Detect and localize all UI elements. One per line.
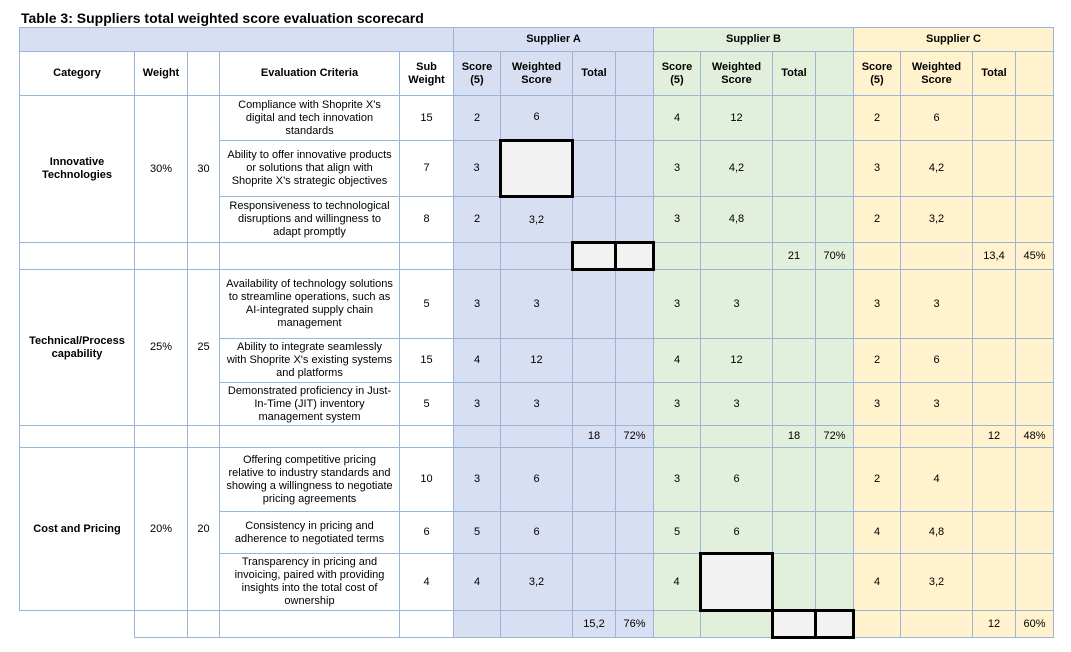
b-weighted-cell (701, 554, 773, 611)
a-pct-cell (616, 197, 654, 243)
a-score-cell: 2 (454, 197, 501, 243)
a-pct-cell (616, 270, 654, 339)
totals-spacer (901, 243, 973, 270)
totals-row (20, 426, 1054, 448)
a-total-cell (573, 96, 616, 141)
totals-spacer (854, 426, 901, 448)
c-pct-cell (1016, 383, 1054, 426)
a-pct-cell (616, 141, 654, 197)
a-score-cell: 5 (454, 512, 501, 554)
totals-spacer (501, 426, 573, 448)
weight-points-header (188, 52, 220, 96)
a-pct-header (616, 52, 654, 96)
b-score-cell: 3 (654, 197, 701, 243)
sub-weight-cell: 4 (400, 554, 454, 611)
a-total-cell (573, 512, 616, 554)
c-score-cell: 3 (854, 383, 901, 426)
b-weighted-cell: 4,8 (701, 197, 773, 243)
sub-weight-cell: 7 (400, 141, 454, 197)
a-weighted-cell: 6 (501, 96, 573, 141)
criteria-row (20, 270, 1054, 339)
c-weighted-cell: 3,2 (901, 197, 973, 243)
totals-spacer (220, 243, 400, 270)
header-spacer (20, 28, 454, 52)
criteria-text: Consistency in pricing and adherence to negotiated terms (220, 512, 400, 554)
criteria-row (20, 448, 1054, 512)
c-score-header: Score (5) (854, 52, 901, 96)
weight-cell: 25% (135, 270, 188, 426)
c-section-percent: 60% (1016, 611, 1054, 638)
c-weighted-cell: 4,2 (901, 141, 973, 197)
b-total-cell (773, 270, 816, 339)
a-weighted-cell: 6 (501, 448, 573, 512)
a-total-cell (573, 554, 616, 611)
a-pct-cell (616, 554, 654, 611)
weight-cell: 30% (135, 96, 188, 243)
c-weighted-cell: 3,2 (901, 554, 973, 611)
totals-spacer (20, 426, 135, 448)
c-pct-cell (1016, 141, 1054, 197)
c-score-cell: 3 (854, 141, 901, 197)
c-pct-cell (1016, 270, 1054, 339)
c-total-cell (973, 141, 1016, 197)
b-pct-cell (816, 383, 854, 426)
criteria-row (20, 96, 1054, 141)
c-pct-header (1016, 52, 1054, 96)
b-total-cell (773, 197, 816, 243)
b-score-cell: 3 (654, 383, 701, 426)
a-total-cell (573, 339, 616, 383)
totals-spacer (400, 243, 454, 270)
sub-weight-cell: 15 (400, 339, 454, 383)
totals-spacer (701, 426, 773, 448)
supplier-a-header: Supplier A (454, 28, 654, 52)
b-weighted-cell: 3 (701, 270, 773, 339)
totals-spacer (854, 611, 901, 638)
c-total-cell (973, 512, 1016, 554)
c-section-total: 12 (973, 611, 1016, 638)
b-score-cell: 4 (654, 339, 701, 383)
totals-spacer (454, 243, 501, 270)
a-total-cell (573, 141, 616, 197)
c-weighted-cell: 3 (901, 270, 973, 339)
b-score-cell: 4 (654, 96, 701, 141)
c-total-cell (973, 197, 1016, 243)
totals-spacer (454, 426, 501, 448)
b-pct-cell (816, 197, 854, 243)
category-cell: Technical/Process capability (20, 270, 135, 426)
c-pct-cell (1016, 448, 1054, 512)
totals-spacer (901, 611, 973, 638)
b-section-total (773, 611, 816, 638)
totals-spacer (701, 611, 773, 638)
a-score-cell: 4 (454, 339, 501, 383)
b-total-cell (773, 141, 816, 197)
c-weighted-cell: 6 (901, 339, 973, 383)
totals-spacer (501, 611, 573, 638)
c-score-cell: 2 (854, 448, 901, 512)
b-pct-cell (816, 141, 854, 197)
criteria-text: Transparency in pricing and invoicing, paired with providing insights into the total cost of ownership (220, 554, 400, 611)
a-total-cell (573, 383, 616, 426)
supplier-c-header: Supplier C (854, 28, 1054, 52)
b-section-percent: 72% (816, 426, 854, 448)
b-pct-cell (816, 270, 854, 339)
c-total-header: Total (973, 52, 1016, 96)
category-cell: Cost and Pricing (20, 448, 135, 611)
b-score-cell: 4 (654, 554, 701, 611)
totals-row (20, 243, 1054, 270)
totals-spacer (400, 426, 454, 448)
a-score-cell: 3 (454, 448, 501, 512)
c-weighted-cell: 4,8 (901, 512, 973, 554)
c-section-percent: 45% (1016, 243, 1054, 270)
sub-weight-cell: 5 (400, 383, 454, 426)
weight-points-cell: 25 (188, 270, 220, 426)
totals-spacer (501, 243, 573, 270)
b-weighted-header: Weighted Score (701, 52, 773, 96)
table-title: Table 3: Suppliers total weighted score evaluation scorecard (21, 10, 424, 26)
a-score-cell: 4 (454, 554, 501, 611)
b-section-total: 21 (773, 243, 816, 270)
b-weighted-cell: 4,2 (701, 141, 773, 197)
b-weighted-cell: 12 (701, 96, 773, 141)
b-weighted-cell: 6 (701, 448, 773, 512)
criteria-text: Compliance with Shoprite X's digital and tech innovation standards (220, 96, 400, 141)
totals-spacer (654, 243, 701, 270)
b-total-cell (773, 512, 816, 554)
c-section-percent: 48% (1016, 426, 1054, 448)
b-pct-cell (816, 512, 854, 554)
a-section-total: 18 (573, 426, 616, 448)
supplier-b-header: Supplier B (654, 28, 854, 52)
category-cell: Innovative Technologies (20, 96, 135, 243)
a-pct-cell (616, 448, 654, 512)
b-pct-header (816, 52, 854, 96)
c-score-cell: 2 (854, 96, 901, 141)
totals-spacer (654, 611, 701, 638)
b-pct-cell (816, 96, 854, 141)
totals-spacer (135, 611, 188, 638)
criteria-text: Demonstrated proficiency in Just-In-Time (JIT) inventory management system (220, 383, 400, 426)
c-weighted-cell: 4 (901, 448, 973, 512)
b-section-total: 18 (773, 426, 816, 448)
totals-spacer (188, 426, 220, 448)
totals-spacer (20, 243, 135, 270)
c-score-cell: 2 (854, 339, 901, 383)
a-weighted-cell: 3 (501, 383, 573, 426)
b-weighted-cell: 6 (701, 512, 773, 554)
criteria-text: Ability to offer innovative products or solutions that align with Shoprite X's strategic objectives (220, 141, 400, 197)
c-total-cell (973, 448, 1016, 512)
sub-weight-cell: 8 (400, 197, 454, 243)
sub-weight-cell: 5 (400, 270, 454, 339)
totals-spacer (188, 243, 220, 270)
category-header: Category (20, 52, 135, 96)
totals-spacer (135, 243, 188, 270)
a-weighted-cell: 3,2 (501, 197, 573, 243)
c-score-cell: 2 (854, 197, 901, 243)
a-weighted-header: Weighted Score (501, 52, 573, 96)
sub-weight-header: Sub Weight (400, 52, 454, 96)
a-score-header: Score (5) (454, 52, 501, 96)
a-total-header: Total (573, 52, 616, 96)
b-total-cell (773, 339, 816, 383)
b-score-cell: 3 (654, 270, 701, 339)
b-section-percent (816, 611, 854, 638)
b-score-header: Score (5) (654, 52, 701, 96)
criteria-text: Responsiveness to technological disruptions and willingness to adapt promptly (220, 197, 400, 243)
b-pct-cell (816, 339, 854, 383)
b-pct-cell (816, 554, 854, 611)
a-pct-cell (616, 339, 654, 383)
a-weighted-cell: 3,2 (501, 554, 573, 611)
totals-spacer (188, 611, 220, 638)
totals-spacer (454, 611, 501, 638)
b-pct-cell (816, 448, 854, 512)
c-total-cell (973, 339, 1016, 383)
a-weighted-cell: 3 (501, 270, 573, 339)
weight-points-cell: 30 (188, 96, 220, 243)
a-section-percent (616, 243, 654, 270)
totals-row (20, 611, 1054, 638)
weight-header: Weight (135, 52, 188, 96)
totals-spacer (135, 426, 188, 448)
weight-points-cell: 20 (188, 448, 220, 611)
c-pct-cell (1016, 96, 1054, 141)
b-total-cell (773, 554, 816, 611)
totals-spacer (854, 243, 901, 270)
a-score-cell: 3 (454, 141, 501, 197)
a-pct-cell (616, 512, 654, 554)
totals-spacer (901, 426, 973, 448)
a-total-cell (573, 448, 616, 512)
b-total-cell (773, 383, 816, 426)
b-total-cell (773, 448, 816, 512)
c-section-total: 13,4 (973, 243, 1016, 270)
sub-weight-cell: 10 (400, 448, 454, 512)
b-section-percent: 70% (816, 243, 854, 270)
b-score-cell: 5 (654, 512, 701, 554)
a-section-percent: 76% (616, 611, 654, 638)
a-section-total (573, 243, 616, 270)
column-header-row (20, 52, 1054, 96)
c-weighted-cell: 6 (901, 96, 973, 141)
b-score-cell: 3 (654, 141, 701, 197)
b-weighted-cell: 3 (701, 383, 773, 426)
a-score-cell: 3 (454, 270, 501, 339)
totals-spacer (701, 243, 773, 270)
a-weighted-cell: 6 (501, 512, 573, 554)
criteria-header: Evaluation Criteria (220, 52, 400, 96)
a-weighted-cell: 12 (501, 339, 573, 383)
totals-spacer (220, 426, 400, 448)
c-weighted-header: Weighted Score (901, 52, 973, 96)
criteria-text: Offering competitive pricing relative to industry standards and showing a willingness to negotiate pricing agreements (220, 448, 400, 512)
b-total-header: Total (773, 52, 816, 96)
a-weighted-cell (501, 141, 573, 197)
c-total-cell (973, 554, 1016, 611)
c-score-cell: 4 (854, 554, 901, 611)
c-pct-cell (1016, 554, 1054, 611)
totals-spacer (654, 426, 701, 448)
c-weighted-cell: 3 (901, 383, 973, 426)
a-total-cell (573, 197, 616, 243)
a-pct-cell (616, 96, 654, 141)
weight-cell: 20% (135, 448, 188, 611)
a-pct-cell (616, 383, 654, 426)
totals-spacer (220, 611, 400, 638)
sub-weight-cell: 15 (400, 96, 454, 141)
c-total-cell (973, 383, 1016, 426)
supplier-header-row (20, 28, 1054, 52)
scorecard-table (19, 27, 1054, 639)
c-pct-cell (1016, 339, 1054, 383)
a-score-cell: 2 (454, 96, 501, 141)
c-score-cell: 3 (854, 270, 901, 339)
c-score-cell: 4 (854, 512, 901, 554)
b-weighted-cell: 12 (701, 339, 773, 383)
criteria-text: Availability of technology solutions to streamline operations, such as AI-integrated supply chain management (220, 270, 400, 339)
b-total-cell (773, 96, 816, 141)
criteria-text: Ability to integrate seamlessly with Shoprite X's existing systems and platforms (220, 339, 400, 383)
a-total-cell (573, 270, 616, 339)
c-pct-cell (1016, 512, 1054, 554)
a-score-cell: 3 (454, 383, 501, 426)
c-total-cell (973, 96, 1016, 141)
sub-weight-cell: 6 (400, 512, 454, 554)
b-score-cell: 3 (654, 448, 701, 512)
c-pct-cell (1016, 197, 1054, 243)
c-section-total: 12 (973, 426, 1016, 448)
a-section-percent: 72% (616, 426, 654, 448)
c-total-cell (973, 270, 1016, 339)
a-section-total: 15,2 (573, 611, 616, 638)
totals-spacer (20, 611, 135, 638)
totals-spacer (400, 611, 454, 638)
